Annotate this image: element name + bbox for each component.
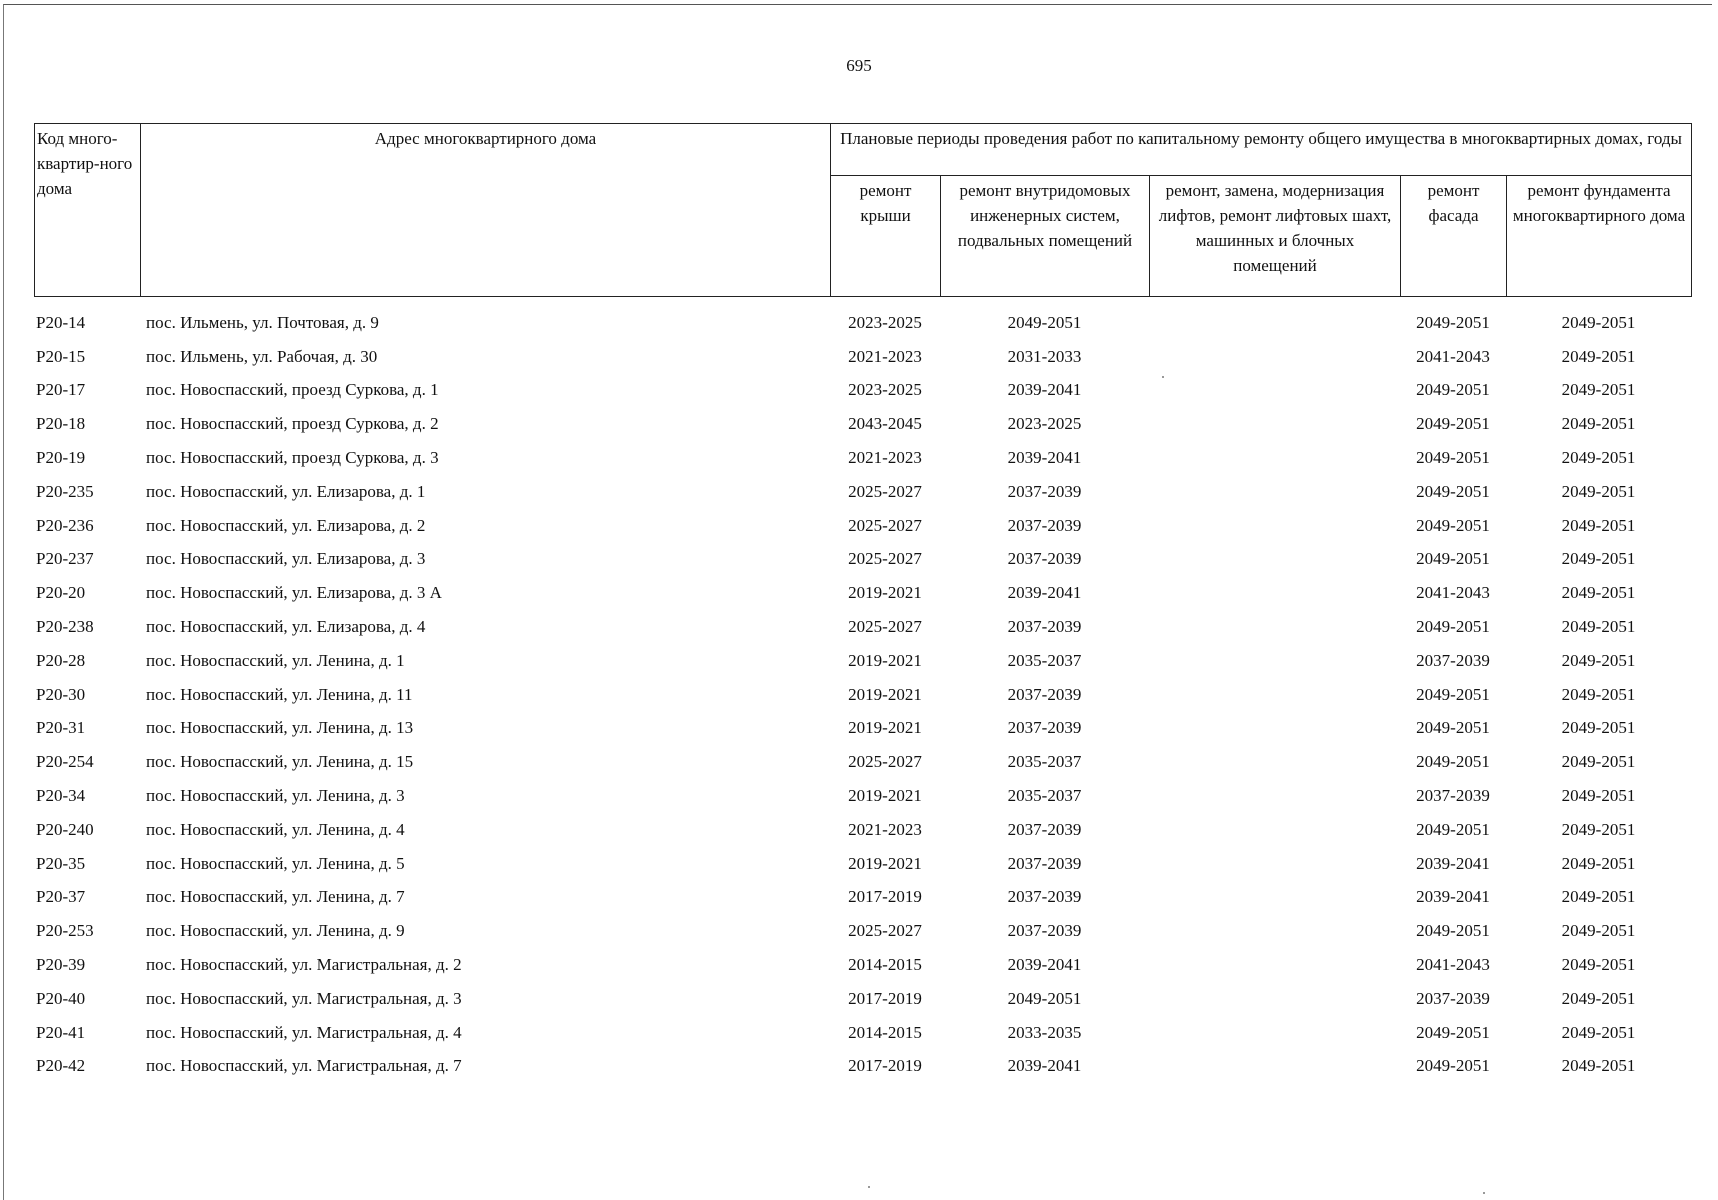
cell-code: Р20-19	[36, 448, 86, 468]
table-row	[34, 610, 1691, 644]
cell-facade: 2049-2051	[1416, 752, 1490, 772]
table-header	[34, 123, 1692, 297]
cell-elevators	[1149, 576, 1400, 610]
cell-code: Р20-37	[36, 887, 86, 907]
cell-engineering: 2033-2035	[1007, 1022, 1082, 1042]
table-row	[34, 543, 1691, 577]
scan-speck	[868, 1186, 870, 1188]
table-row	[34, 475, 1691, 509]
cell-foundation: 2049-2051	[1561, 718, 1636, 738]
cell-address: пос. Ильмень, ул. Рабочая, д. 30	[146, 346, 378, 366]
cell-foundation: 2049-2051	[1561, 752, 1636, 772]
cell-foundation: 2049-2051	[1561, 414, 1636, 434]
cell-address: пос. Новоспасский, ул. Магистральная, д. 3	[146, 988, 462, 1008]
cell-engineering: 2037-2039	[1007, 515, 1082, 535]
cell-address: пос. Новоспасский, ул. Ленина, д. 13	[146, 718, 414, 738]
cell-elevators	[1149, 982, 1400, 1016]
cell-code: Р20-30	[36, 684, 86, 704]
cell-engineering: 2037-2039	[1007, 853, 1082, 873]
cell-facade: 2049-2051	[1416, 448, 1490, 468]
cell-elevators	[1149, 881, 1400, 915]
cell-roof: 2017-2019	[848, 887, 922, 907]
table-row	[34, 306, 1691, 340]
cell-roof: 2023-2025	[848, 380, 922, 400]
cell-roof: 2023-2025	[848, 312, 922, 332]
cell-facade: 2049-2051	[1416, 380, 1490, 400]
cell-foundation: 2049-2051	[1561, 346, 1636, 366]
cell-code: Р20-238	[36, 617, 94, 637]
cell-foundation: 2049-2051	[1561, 583, 1636, 603]
cell-roof: 2014-2015	[848, 955, 922, 975]
cell-roof: 2019-2021	[848, 583, 922, 603]
cell-address: пос. Новоспасский, ул. Магистральная, д. 7	[146, 1056, 462, 1076]
cell-elevators	[1149, 475, 1400, 509]
cell-elevators	[1149, 948, 1400, 982]
cell-elevators	[1149, 441, 1400, 475]
cell-code: Р20-31	[36, 718, 86, 738]
cell-address: пос. Новоспасский, ул. Елизарова, д. 2	[146, 515, 426, 535]
cell-engineering: 2035-2037	[1007, 786, 1082, 806]
cell-roof: 2025-2027	[848, 481, 922, 501]
cell-code: Р20-235	[36, 481, 94, 501]
cell-address: пос. Новоспасский, ул. Ленина, д. 5	[146, 853, 405, 873]
cell-facade: 2049-2051	[1416, 819, 1490, 839]
table-row	[34, 914, 1691, 948]
cell-facade: 2049-2051	[1416, 312, 1490, 332]
cell-code: Р20-254	[36, 752, 94, 772]
cell-roof: 2017-2019	[848, 1056, 922, 1076]
cell-foundation: 2049-2051	[1561, 988, 1636, 1008]
cell-foundation: 2049-2051	[1561, 650, 1636, 670]
table-row	[34, 712, 1691, 746]
table-row	[34, 441, 1691, 475]
header-roof: ремонт крыши	[831, 176, 941, 297]
cell-foundation: 2049-2051	[1561, 1022, 1636, 1042]
cell-engineering: 2049-2051	[1007, 988, 1082, 1008]
cell-elevators	[1149, 340, 1400, 374]
page-number: 695	[846, 56, 872, 75]
cell-facade: 2049-2051	[1416, 549, 1490, 569]
cell-elevators	[1149, 407, 1400, 441]
cell-foundation: 2049-2051	[1561, 819, 1636, 839]
cell-elevators	[1149, 509, 1400, 543]
cell-engineering: 2037-2039	[1007, 887, 1082, 907]
cell-address: пос. Новоспасский, ул. Магистральная, д. 4	[146, 1022, 462, 1042]
cell-roof: 2043-2045	[848, 414, 922, 434]
cell-elevators	[1149, 1050, 1400, 1084]
cell-elevators	[1149, 847, 1400, 881]
cell-code: Р20-20	[36, 583, 86, 603]
cell-foundation: 2049-2051	[1561, 887, 1636, 907]
table-row	[34, 982, 1691, 1016]
cell-address: пос. Новоспасский, ул. Ленина, д. 9	[146, 921, 405, 941]
cell-code: Р20-40	[36, 988, 86, 1008]
cell-address: пос. Новоспасский, ул. Елизарова, д. 1	[146, 481, 426, 501]
cell-foundation: 2049-2051	[1561, 617, 1636, 637]
cell-code: Р20-39	[36, 955, 86, 975]
cell-engineering: 2037-2039	[1007, 684, 1082, 704]
table-row	[34, 509, 1691, 543]
cell-foundation: 2049-2051	[1561, 380, 1636, 400]
cell-foundation: 2049-2051	[1561, 853, 1636, 873]
cell-foundation: 2049-2051	[1561, 448, 1636, 468]
cell-facade: 2041-2043	[1416, 583, 1490, 603]
cell-address: пос. Новоспасский, проезд Суркова, д. 1	[146, 380, 439, 400]
table-row	[34, 576, 1691, 610]
header-foundation: ремонт фундамента многоквартирного дома	[1507, 176, 1692, 297]
cell-engineering: 2039-2041	[1007, 1056, 1082, 1076]
cell-facade: 2049-2051	[1416, 718, 1490, 738]
table-row	[34, 847, 1691, 881]
cell-address: пос. Новоспасский, ул. Елизарова, д. 3 А	[146, 583, 442, 603]
cell-elevators	[1149, 543, 1400, 577]
cell-engineering: 2039-2041	[1007, 380, 1082, 400]
cell-facade: 2037-2039	[1416, 786, 1490, 806]
cell-facade: 2049-2051	[1416, 1022, 1490, 1042]
scan-speck	[1483, 1192, 1485, 1194]
cell-engineering: 2037-2039	[1007, 819, 1082, 839]
cell-facade: 2049-2051	[1416, 1056, 1490, 1076]
header-address: Адрес многоквартирного дома	[141, 124, 831, 297]
header-code: Код много-квартир-ного дома	[35, 124, 141, 297]
cell-roof: 2021-2023	[848, 448, 922, 468]
cell-facade: 2049-2051	[1416, 921, 1490, 941]
cell-foundation: 2049-2051	[1561, 684, 1636, 704]
table-row	[34, 407, 1691, 441]
cell-roof: 2019-2021	[848, 786, 922, 806]
cell-engineering: 2031-2033	[1007, 346, 1082, 366]
cell-facade: 2037-2039	[1416, 988, 1490, 1008]
cell-engineering: 2037-2039	[1007, 921, 1082, 941]
cell-facade: 2039-2041	[1416, 853, 1490, 873]
cell-engineering: 2037-2039	[1007, 718, 1082, 738]
table-row	[34, 813, 1691, 847]
cell-address: пос. Ильмень, ул. Почтовая, д. 9	[146, 312, 379, 332]
cell-roof: 2019-2021	[848, 684, 922, 704]
cell-facade: 2049-2051	[1416, 414, 1490, 434]
header-facade: ремонт фасада	[1401, 176, 1507, 297]
cell-facade: 2041-2043	[1416, 346, 1490, 366]
cell-facade: 2049-2051	[1416, 515, 1490, 535]
cell-engineering: 2039-2041	[1007, 448, 1082, 468]
scan-speck	[1162, 376, 1164, 378]
header-elevators: ремонт, замена, модернизация лифтов, ремонт лифтовых шахт, машинных и блочных помещений	[1150, 176, 1401, 297]
cell-roof: 2025-2027	[848, 549, 922, 569]
cell-code: Р20-14	[36, 312, 86, 332]
cell-code: Р20-237	[36, 549, 94, 569]
cell-elevators	[1149, 678, 1400, 712]
cell-roof: 2025-2027	[848, 515, 922, 535]
cell-engineering: 2037-2039	[1007, 549, 1082, 569]
header-engineering: ремонт внутридомовых инженерных систем, подвальных помещений	[941, 176, 1150, 297]
table-row	[34, 881, 1691, 915]
cell-elevators	[1149, 712, 1400, 746]
cell-address: пос. Новоспасский, проезд Суркова, д. 2	[146, 414, 439, 434]
cell-elevators	[1149, 813, 1400, 847]
cell-foundation: 2049-2051	[1561, 515, 1636, 535]
table-body	[34, 306, 1691, 1083]
cell-facade: 2049-2051	[1416, 684, 1490, 704]
cell-roof: 2019-2021	[848, 853, 922, 873]
cell-engineering: 2037-2039	[1007, 617, 1082, 637]
cell-facade: 2039-2041	[1416, 887, 1490, 907]
cell-roof: 2017-2019	[848, 988, 922, 1008]
cell-facade: 2049-2051	[1416, 481, 1490, 501]
cell-roof: 2025-2027	[848, 921, 922, 941]
table-rows	[34, 306, 1691, 1083]
cell-address: пос. Новоспасский, ул. Ленина, д. 4	[146, 819, 405, 839]
cell-engineering: 2035-2037	[1007, 650, 1082, 670]
cell-elevators	[1149, 779, 1400, 813]
cell-address: пос. Новоспасский, ул. Ленина, д. 1	[146, 650, 405, 670]
table-row	[34, 745, 1691, 779]
cell-address: пос. Новоспасский, ул. Ленина, д. 15	[146, 752, 414, 772]
cell-foundation: 2049-2051	[1561, 549, 1636, 569]
cell-roof: 2019-2021	[848, 718, 922, 738]
cell-code: Р20-15	[36, 346, 86, 366]
table-row	[34, 340, 1691, 374]
cell-roof: 2014-2015	[848, 1022, 922, 1042]
cell-engineering: 2035-2037	[1007, 752, 1082, 772]
cell-roof: 2019-2021	[848, 650, 922, 670]
cell-elevators	[1149, 914, 1400, 948]
cell-code: Р20-236	[36, 515, 94, 535]
cell-foundation: 2049-2051	[1561, 312, 1636, 332]
cell-code: Р20-17	[36, 380, 86, 400]
cell-code: Р20-42	[36, 1056, 86, 1076]
cell-engineering: 2039-2041	[1007, 955, 1082, 975]
cell-address: пос. Новоспасский, ул. Елизарова, д. 4	[146, 617, 426, 637]
cell-facade: 2049-2051	[1416, 617, 1490, 637]
cell-elevators	[1149, 745, 1400, 779]
cell-facade: 2037-2039	[1416, 650, 1490, 670]
cell-elevators	[1149, 1016, 1400, 1050]
table-row	[34, 1016, 1691, 1050]
cell-code: Р20-253	[36, 921, 94, 941]
table-row	[34, 779, 1691, 813]
cell-address: пос. Новоспасский, ул. Ленина, д. 7	[146, 887, 405, 907]
cell-code: Р20-35	[36, 853, 86, 873]
cell-elevators	[1149, 306, 1400, 340]
cell-roof: 2025-2027	[848, 617, 922, 637]
cell-address: пос. Новоспасский, ул. Магистральная, д. 2	[146, 955, 462, 975]
cell-address: пос. Новоспасский, проезд Суркова, д. 3	[146, 448, 439, 468]
cell-code: Р20-18	[36, 414, 86, 434]
cell-address: пос. Новоспасский, ул. Ленина, д. 3	[146, 786, 405, 806]
cell-elevators	[1149, 374, 1400, 408]
table-row	[34, 374, 1691, 408]
cell-engineering: 2039-2041	[1007, 583, 1082, 603]
cell-code: Р20-240	[36, 819, 94, 839]
cell-code: Р20-34	[36, 786, 86, 806]
cell-engineering: 2023-2025	[1007, 414, 1082, 434]
table-row	[34, 1050, 1691, 1084]
cell-elevators	[1149, 644, 1400, 678]
cell-engineering: 2037-2039	[1007, 481, 1082, 501]
cell-foundation: 2049-2051	[1561, 955, 1636, 975]
cell-foundation: 2049-2051	[1561, 1056, 1636, 1076]
table-row	[34, 948, 1691, 982]
header-periods-group: Плановые периоды проведения работ по капитальному ремонту общего имущества в многоквартирных домах, годы	[831, 124, 1692, 176]
cell-elevators	[1149, 610, 1400, 644]
cell-foundation: 2049-2051	[1561, 786, 1636, 806]
cell-engineering: 2049-2051	[1007, 312, 1082, 332]
cell-foundation: 2049-2051	[1561, 481, 1636, 501]
cell-roof: 2021-2023	[848, 819, 922, 839]
cell-address: пос. Новоспасский, ул. Ленина, д. 11	[146, 684, 413, 704]
cell-code: Р20-41	[36, 1022, 86, 1042]
cell-address: пос. Новоспасский, ул. Елизарова, д. 3	[146, 549, 426, 569]
table-row	[34, 644, 1691, 678]
cell-foundation: 2049-2051	[1561, 921, 1636, 941]
table-row	[34, 678, 1691, 712]
cell-roof: 2021-2023	[848, 346, 922, 366]
cell-code: Р20-28	[36, 650, 86, 670]
cell-roof: 2025-2027	[848, 752, 922, 772]
cell-facade: 2041-2043	[1416, 955, 1490, 975]
